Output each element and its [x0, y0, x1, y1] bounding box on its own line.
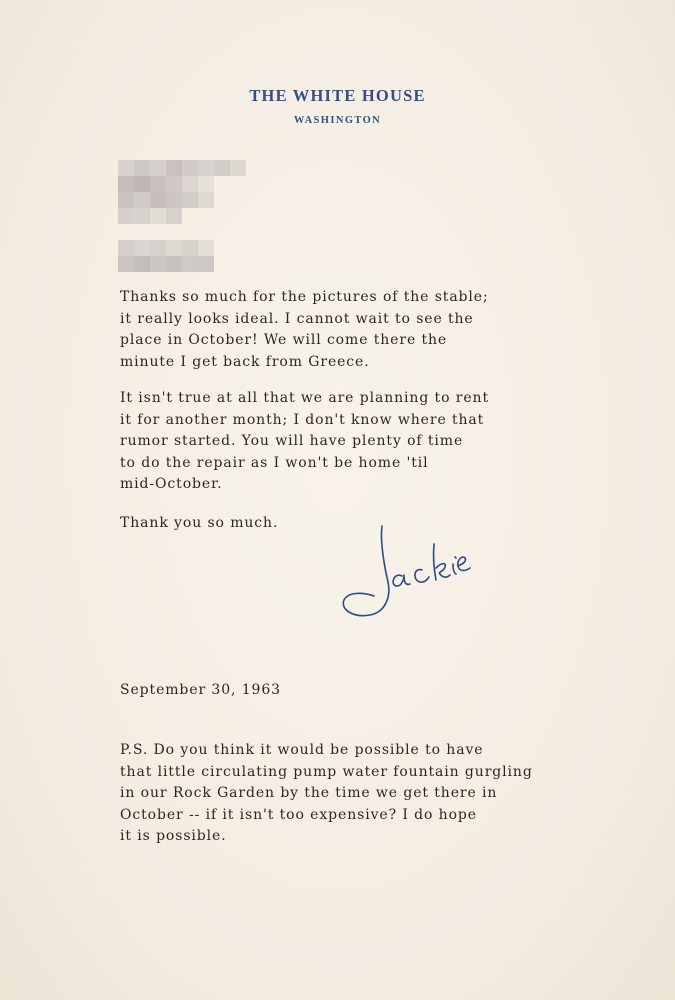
- letter-closing: Thank you so much.: [120, 515, 279, 531]
- letter-date: September 30, 1963: [120, 682, 281, 698]
- letterhead-title: THE WHITE HOUSE: [249, 86, 426, 105]
- letter-paragraph-2: It isn't true at all that we are planning to rent it for another month; I don't know where that rumor started. You will have plenty of time to do the repair as I won't be home 'til mid-October.: [120, 390, 489, 492]
- letter-paragraph-1: Thanks so much for the pictures of the stable; it really looks ideal. I cannot wait to see the place in October! We will come there the minute I get back from Greece.: [120, 289, 489, 370]
- letter-postscript: P.S. Do you think it would be possible to have that little circulating pump water fountain gurgling in our Rock Garden by the time we get there in October -- if it isn't too expensive? I do hope it is possible.: [120, 742, 533, 844]
- handwritten-signature: [330, 520, 480, 625]
- signature-drawing: [330, 520, 480, 625]
- letterhead-subtitle: WASHINGTON: [293, 115, 382, 126]
